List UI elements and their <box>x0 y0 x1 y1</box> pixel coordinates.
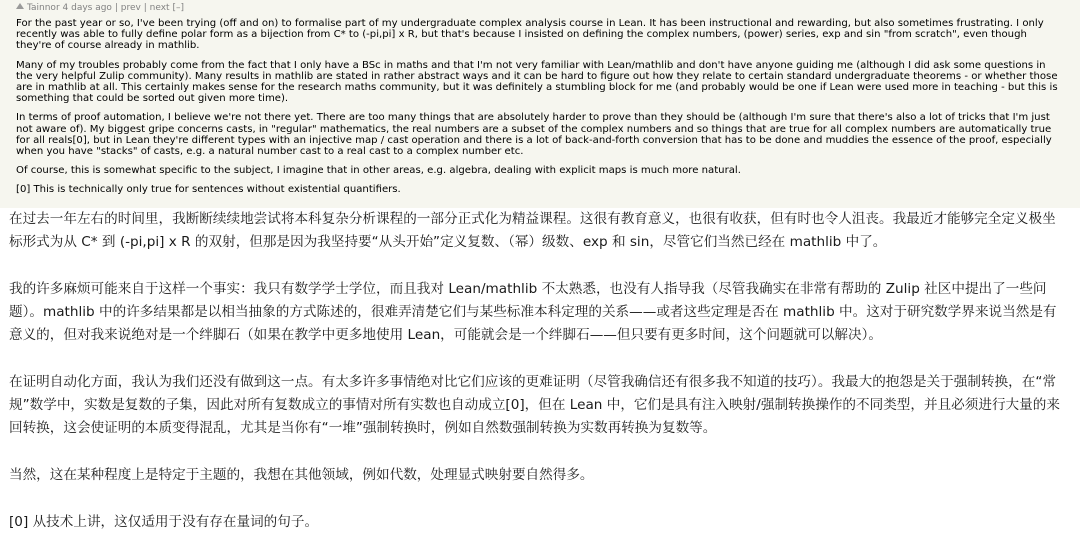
comment-age-link[interactable]: 4 days ago <box>62 3 112 13</box>
comment-paragraph: For the past year or so, I've been trying (off and on) to formalise part of my undergraduate complex analysis course in Lean. It has been instructional and rewarding, but also sometimes frustrating. I only recently was able to fully define polar form as a bijection from C* to (-pi,pi] x R, but that's because I insisted on defining the complex numbers, (power) series, exp and sin "from scratch", even though they're of course already in mathlib. <box>16 18 1044 52</box>
upvote-arrow-icon[interactable] <box>16 3 24 9</box>
comment-paragraph: In terms of proof automation, I believe we're not there yet. There are too many things that are absolutely harder to prove than they should be (although I'm sure that there's also a lot of tricks that I'm just not aware of). My biggest gripe concerns casts, in "regular" mathematics, the real numbers are a subset of the complex numbers and so things that are true for all complex numbers are automatically true for all reals[0], but in Lean they're different types with an injective map / cast operation and there is a lot of back-and-forth conversion that has to be done and muddies the essence of the proof, especially when you have "stacks" of casts, e.g. a natural number cast to a real cast to a complex number etc. <box>16 112 1052 158</box>
translation-paragraph: 在过去一年左右的时间里，我断断续续地尝试将本科复杂分析课程的一部分正式化为精益课程。这很有教育意义，也很有收获，但有时也令人沮丧。我最近才能够完全定义极坐标形式为从 C* 到 (-pi,pi] x R 的双射，但那是因为我坚持要“从头开始”定义复数、（幂）级数、exp 和 sin，尽管它们当然已经在 mathlib 中了。 <box>9 211 1056 250</box>
translation-footnote: [0] 从技术上讲，这仅适用于没有存在量词的句子。 <box>9 514 319 530</box>
translation-paragraph: 我的许多麻烦可能来自于这样一个事实：我只有数学学士学位，而且我对 Lean/mathlib 不太熟悉，也没有人指导我（尽管我确实在非常有帮助的 Zulip 社区中提出了一些问题）。mathlib 中的许多结果都是以相当抽象的方式陈述的，很难弄清楚它们与某些标准本科定理的关系——或者这些定理是否在 mathlib 中。这对于研究数学界来说当然是有意义的，但对我来说绝对是一个绊脚石（如果在教学中更多地使用 Lean，可能就会是一个绊脚石——但只要有更多时间，这个问题就可以解决）。 <box>9 281 1057 343</box>
collapse-toggle[interactable]: [–] <box>172 3 184 13</box>
comment-paragraph: Of course, this is somewhat specific to the subject, I imagine that in other areas, e.g. algebra, dealing with explicit maps is much more natural. <box>16 165 741 177</box>
comment-header <box>16 3 1064 14</box>
prev-link[interactable]: prev <box>120 3 141 13</box>
chinese-translation <box>0 208 1080 537</box>
hn-comment <box>0 0 1080 208</box>
translation-paragraph: 当然，这在某种程度上是特定于主题的，我想在其他领域，例如代数，处理显式映射要自然得多。 <box>9 467 594 483</box>
comment-author-link[interactable]: Tainnor <box>27 3 60 13</box>
translation-paragraph: 在证明自动化方面，我认为我们还没有做到这一点。有太多许多事情绝对比它们应该的更难证明（尽管我确信还有很多我不知道的技巧）。我最大的抱怨是关于强制转换，在“常规”数学中，实数是复数的子集，因此对所有复数成立的事情对所有实数也自动成立[0]，但在 Lean 中，它们是具有注入映射/强制转换操作的不同类型，并且必须进行大量的来回转换，这会使证明的本质变得混乱，尤其是当你有“一堆”强制转换时，例如自然数强制转换为实数再转换为复数等。 <box>9 374 1060 436</box>
comment-footnote: [0] This is technically only true for sentences without existential quantifiers. <box>16 184 401 196</box>
next-link[interactable]: next <box>149 3 170 13</box>
header-separator: | <box>114 3 118 13</box>
comment-paragraph: Many of my troubles probably come from the fact that I only have a BSc in maths and that I'm not very familiar with Lean/mathlib and don't have anyone guiding me (although I did ask some questions in the very helpful Zulip community). Many results in mathlib are stated in rather abstract ways and it can be hard to figure out how they relate to certain standard undergraduate theorems - or whether those are in mathlib at all. This certainly makes sense for the research maths community, but it was definitely a stumbling block for me (and probably would be one if Lean were used more in teaching - but this is something that could be sorted out given more time). <box>16 59 1058 105</box>
header-separator: | <box>143 3 147 13</box>
